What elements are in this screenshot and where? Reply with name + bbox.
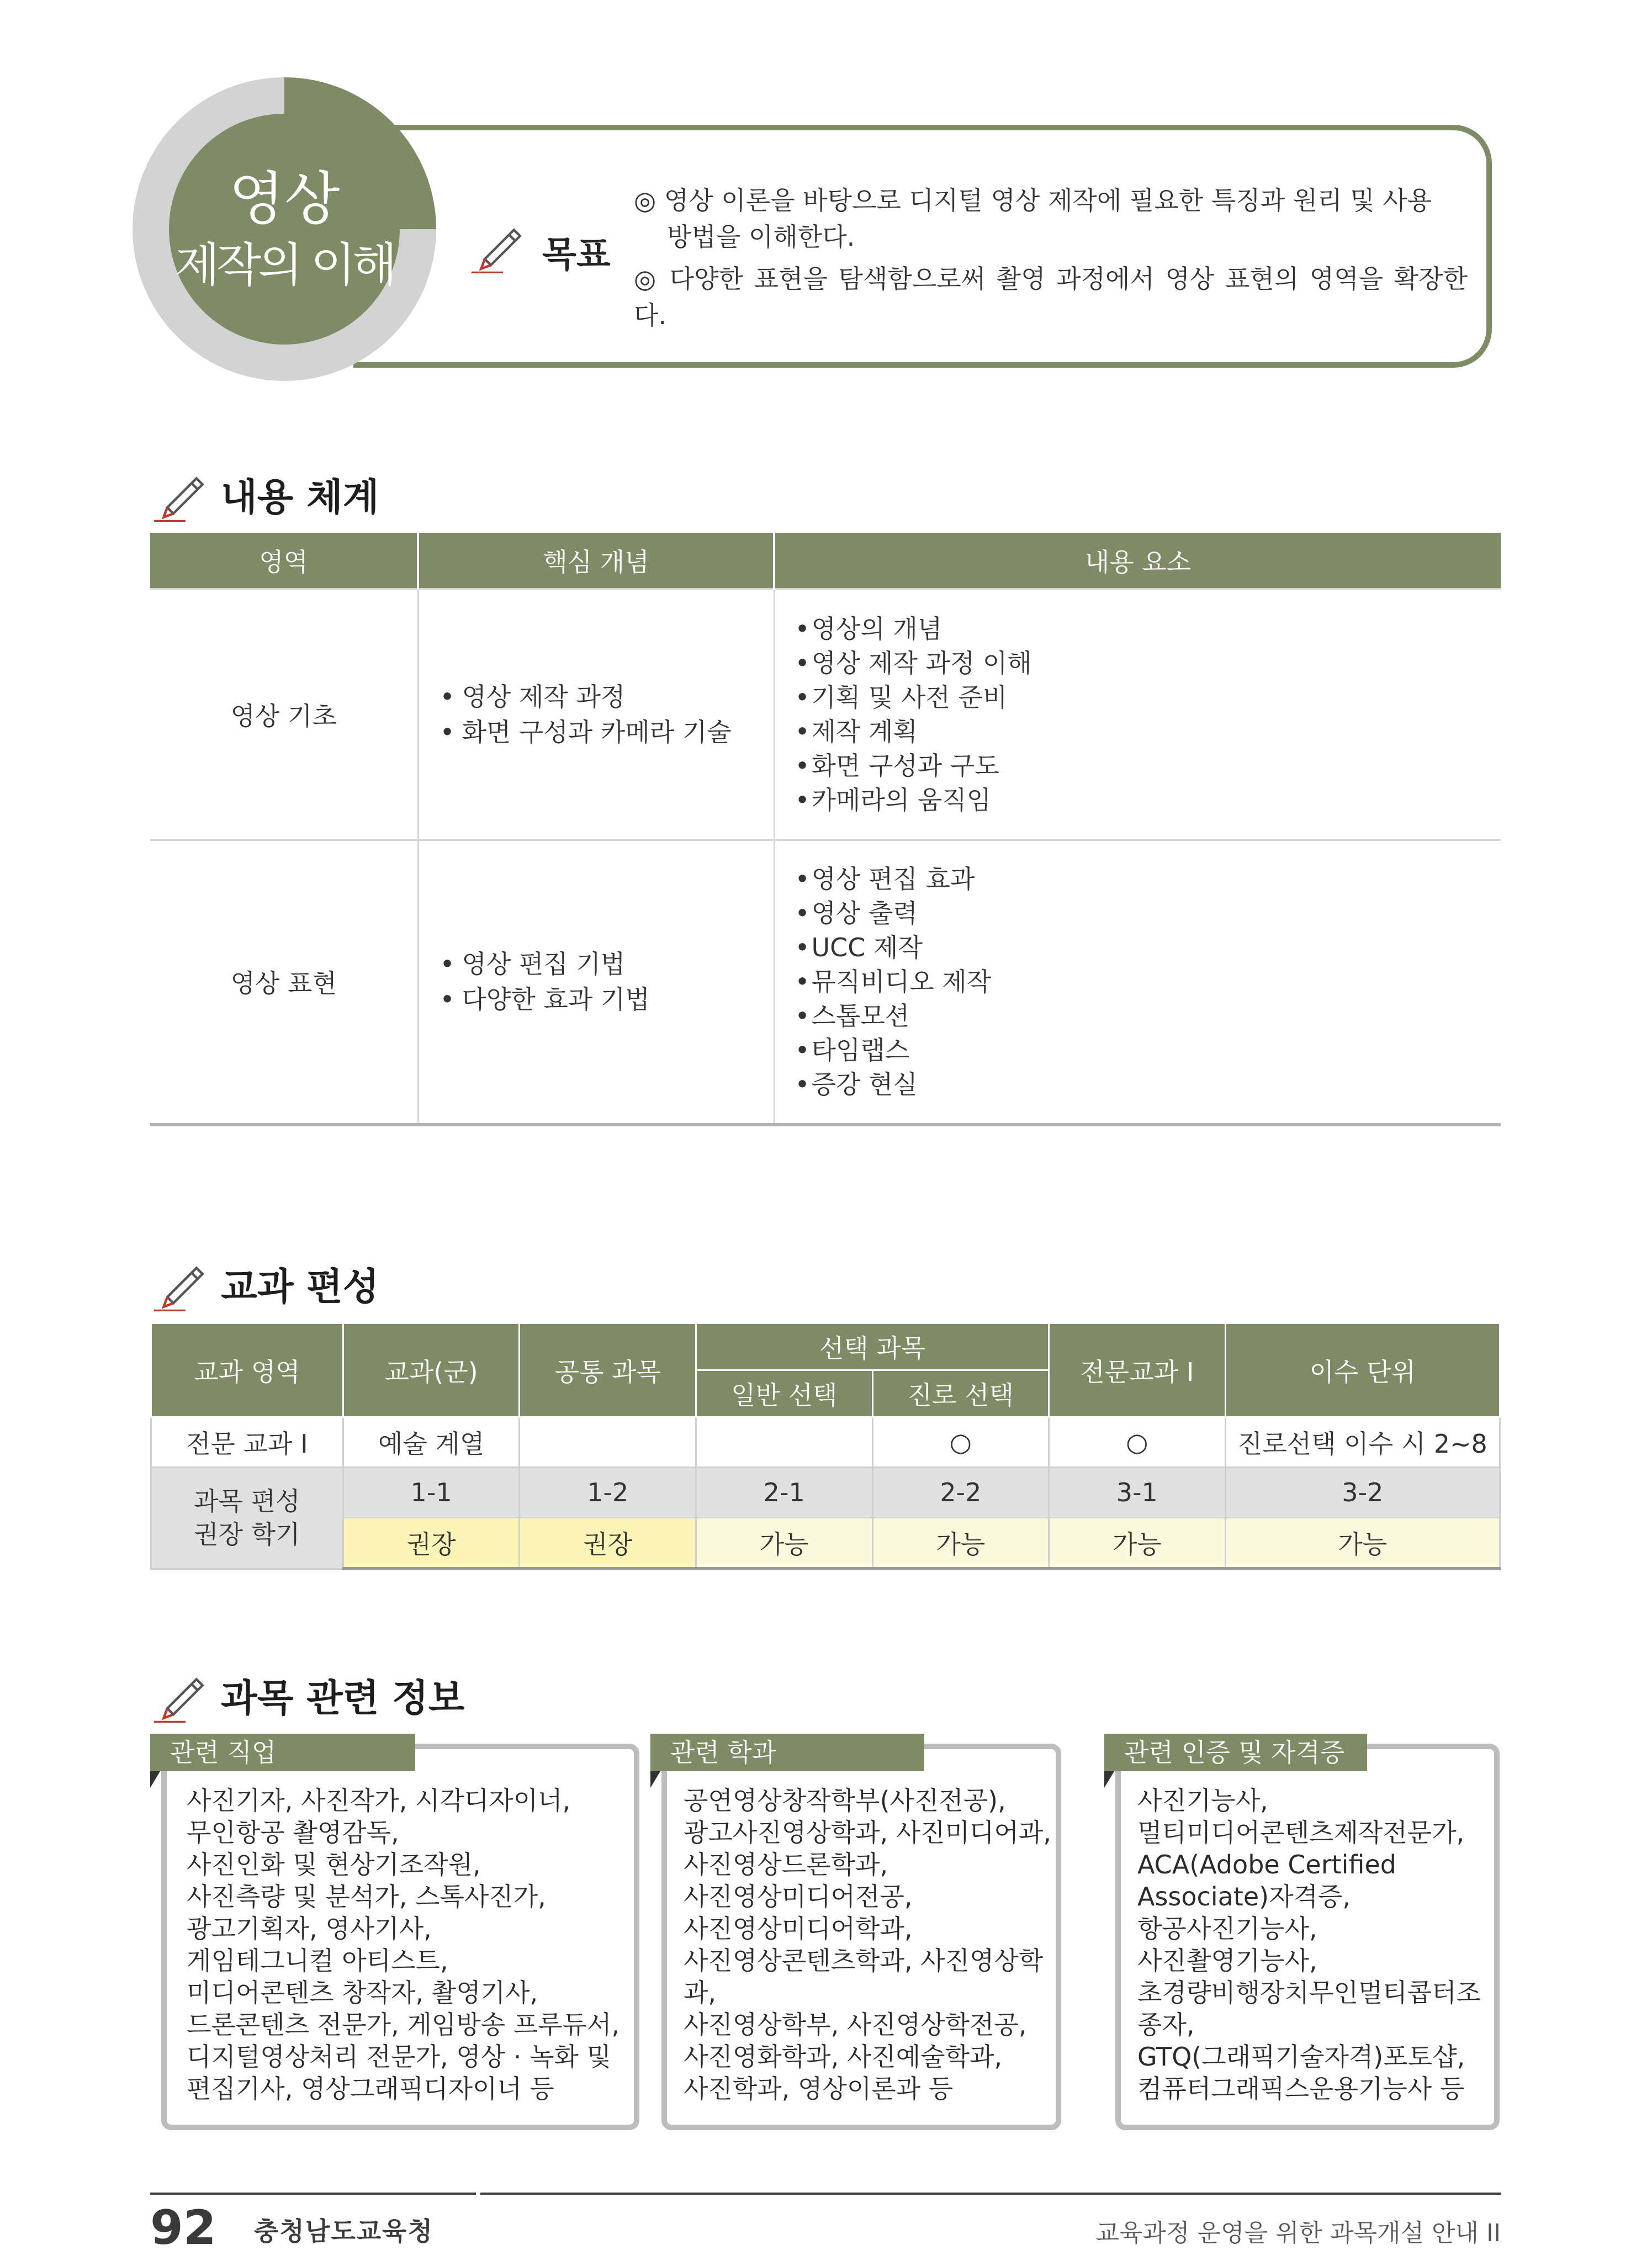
- elements-cell: [774, 840, 1501, 1125]
- core-cell: [418, 589, 774, 840]
- core-cell: [418, 840, 774, 1125]
- table-row: [151, 1417, 1500, 1468]
- list-item: 항공사진기능사,: [1137, 1914, 1317, 1944]
- departments-list: [684, 1785, 1053, 2105]
- table-header: 선택 과목: [696, 1323, 1049, 1370]
- list-item: • 영상 편집 기법: [440, 946, 773, 982]
- area-cell: 영상 기초: [150, 589, 418, 840]
- list-item: 광고기획자, 영사기사,: [187, 1914, 432, 1944]
- area-cell: 영상 표현: [150, 840, 418, 1125]
- list-item: 사진영상미디어전공,: [684, 1882, 913, 1911]
- section-title: 과목 관련 정보: [221, 1676, 465, 1720]
- recommend-cell: 가능: [696, 1518, 872, 1569]
- list-item: • 카메라의 움직임: [795, 783, 1501, 817]
- semester-cell: 1-2: [520, 1468, 696, 1518]
- list-item: 사진영상콘텐츠학과, 사진영상학과,: [684, 1946, 1044, 2008]
- list-item: 미디어콘텐츠 창작자, 촬영기사,: [187, 1978, 538, 2008]
- list-item: 드론콘텐츠 전문가, 게임방송 프루듀서,: [187, 2010, 620, 2040]
- recommend-cell: 권장: [343, 1518, 520, 1569]
- semester-cell: 3-2: [1225, 1468, 1500, 1518]
- list-item: 사진인화 및 현상기조작원,: [187, 1850, 481, 1879]
- table-header: 공통 과목: [520, 1323, 696, 1417]
- list-item: • 영상 제작 과정 이해: [795, 646, 1501, 680]
- footer-divider: [480, 2193, 1501, 2195]
- section-content-system: [149, 461, 379, 527]
- list-item: 사진영화학과, 사진예술학과,: [684, 2042, 1003, 2072]
- list-item: 공연영상창작학부(사진전공),: [684, 1786, 1006, 1815]
- list-item: 초경량비행장치무인멀티콥터조종자,: [1137, 1978, 1481, 2040]
- list-item: 광고사진영상학과, 사진미디어과,: [684, 1818, 1051, 1847]
- list-item: 사진촬영기능사,: [1137, 1946, 1317, 1976]
- row-label-cell: [151, 1468, 343, 1569]
- goal-line-2: 방법을 이해한다.: [667, 222, 855, 252]
- pencil-icon: [149, 464, 210, 525]
- content-system-table: [150, 533, 1501, 1126]
- list-item: 디지털영상처리 전문가, 영상 · 녹화 및: [187, 2042, 611, 2072]
- semester-cell: 3-1: [1049, 1468, 1226, 1518]
- table-header-row: [151, 1323, 1500, 1370]
- section-title: 내용 체계: [221, 475, 379, 520]
- list-item: 사진학과, 영상이론과 등: [684, 2074, 954, 2104]
- certs-tab: 관련 인증 및 자격증: [1104, 1734, 1367, 1771]
- footer-divider: [150, 2193, 476, 2195]
- list-item: • 다양한 효과 기법: [440, 982, 773, 1017]
- departments-tab: 관련 학과: [650, 1734, 924, 1771]
- list-item: 무인항공 촬영감독,: [187, 1818, 399, 1847]
- pencil-icon: [149, 1253, 210, 1314]
- table-header: 교과(군): [343, 1323, 520, 1417]
- list-item: GTQ(그래픽기술자격)포토샵,: [1137, 2042, 1465, 2072]
- table-header: 이수 단위: [1225, 1323, 1500, 1417]
- tab-corner: [1104, 1771, 1114, 1788]
- table-header: 내용 요소: [774, 533, 1501, 589]
- list-item: 사진영상드론학과,: [684, 1850, 888, 1879]
- list-item: Associate)자격증,: [1137, 1882, 1351, 1911]
- list-item: • 영상 출력: [795, 896, 1501, 930]
- table-header: 전문교과 I: [1049, 1323, 1226, 1417]
- table-header: 핵심 개념: [418, 533, 774, 589]
- table-cell: 진로선택 이수 시 2~8: [1225, 1417, 1500, 1468]
- list-item: • 화면 구성과 카메라 기술: [440, 714, 773, 750]
- semester-cell: 2-2: [872, 1468, 1049, 1518]
- list-item: 게임테그니컬 아티스트,: [187, 1946, 448, 1976]
- list-item: • 기획 및 사전 준비: [795, 680, 1501, 714]
- tab-corner: [150, 1771, 160, 1788]
- pencil-icon: [467, 215, 527, 276]
- list-item: • UCC 제작: [795, 930, 1501, 965]
- list-item: • 스톱모션: [795, 999, 1501, 1033]
- list-item: • 화면 구성과 구도: [795, 749, 1501, 783]
- recommend-cell: 가능: [872, 1518, 1049, 1569]
- table-cell: ○: [1049, 1417, 1226, 1468]
- list-item: • 영상 제작 과정: [440, 679, 773, 714]
- list-item: 사진측량 및 분석가, 스톡사진가,: [187, 1882, 546, 1911]
- list-item: 사진기자, 사진작가, 시각디자이너,: [187, 1786, 571, 1815]
- tab-corner: [650, 1771, 660, 1788]
- list-item: • 제작 계획: [795, 714, 1501, 749]
- pencil-icon: [149, 1665, 210, 1725]
- elements-cell: [774, 589, 1501, 840]
- table-header: 진로 선택: [872, 1370, 1049, 1417]
- list-item: • 영상 편집 효과: [795, 862, 1501, 896]
- section-curriculum: [149, 1251, 379, 1317]
- section-title: 교과 편성: [221, 1265, 379, 1309]
- list-item: • 영상의 개념: [795, 612, 1501, 646]
- table-header: 영역: [150, 533, 418, 589]
- publisher-name: 충청남도교육청: [254, 2216, 434, 2246]
- section-related-info: [149, 1662, 464, 1728]
- table-cell: 전문 교과 I: [151, 1417, 343, 1468]
- table-header: 교과 영역: [151, 1323, 343, 1417]
- table-cell: 예술 계열: [343, 1417, 520, 1468]
- table-header-row: [150, 533, 1501, 589]
- certs-list: [1137, 1785, 1496, 2105]
- list-item: 편집기사, 영상그래픽디자이너 등: [187, 2074, 554, 2104]
- curriculum-table: [150, 1322, 1501, 1570]
- table-row: [150, 840, 1501, 1125]
- row-label: 과목 편성 권장 학기: [194, 1486, 300, 1550]
- recommend-cell: 가능: [1225, 1518, 1500, 1569]
- list-item: 사진영상미디어학과,: [684, 1914, 913, 1944]
- table-header: 일반 선택: [696, 1370, 872, 1417]
- goal-label: 목표: [542, 235, 611, 276]
- jobs-list: [187, 1785, 628, 2105]
- table-row: [151, 1518, 1500, 1569]
- table-row: [150, 589, 1501, 840]
- goal-line-1: ◎ 영상 이론을 바탕으로 디지털 영상 제작에 필요한 특징과 원리 및 사용: [634, 186, 1432, 215]
- table-cell: ○: [872, 1417, 1049, 1468]
- jobs-tab: 관련 직업: [150, 1734, 415, 1771]
- list-item: 사진영상학부, 사진영상학전공,: [684, 2010, 1027, 2040]
- goal-text: [634, 182, 1468, 333]
- recommend-cell: 가능: [1049, 1518, 1226, 1569]
- table-cell: [696, 1417, 872, 1468]
- table-cell: [520, 1417, 696, 1468]
- list-item: 멀티미디어콘텐츠제작전문가,: [1137, 1818, 1465, 1847]
- list-item: • 증강 현실: [795, 1067, 1501, 1102]
- page-title-line2: 제작의 이해: [174, 238, 394, 292]
- goal-line-3: ◎ 다양한 표현을 탐색함으로써 촬영 과정에서 영상 표현의 영역을 확장한다.: [634, 264, 1468, 330]
- list-item: 컴퓨터그래픽스운용기능사 등: [1137, 2074, 1465, 2104]
- list-item: ACA(Adobe Certified: [1137, 1850, 1396, 1879]
- list-item: 사진기능사,: [1137, 1786, 1268, 1815]
- guide-title: 교육과정 운영을 위한 과목개설 안내 II: [1095, 2219, 1501, 2247]
- table-row: [151, 1468, 1500, 1518]
- semester-cell: 1-1: [343, 1468, 520, 1518]
- semester-cell: 2-1: [696, 1468, 872, 1518]
- title-circle: [169, 114, 400, 345]
- page-number: 92: [150, 2200, 216, 2255]
- list-item: • 뮤직비디오 제작: [795, 965, 1501, 999]
- page-title-line1: 영상: [229, 165, 340, 232]
- recommend-cell: 권장: [520, 1518, 696, 1569]
- list-item: • 타임랩스: [795, 1033, 1501, 1067]
